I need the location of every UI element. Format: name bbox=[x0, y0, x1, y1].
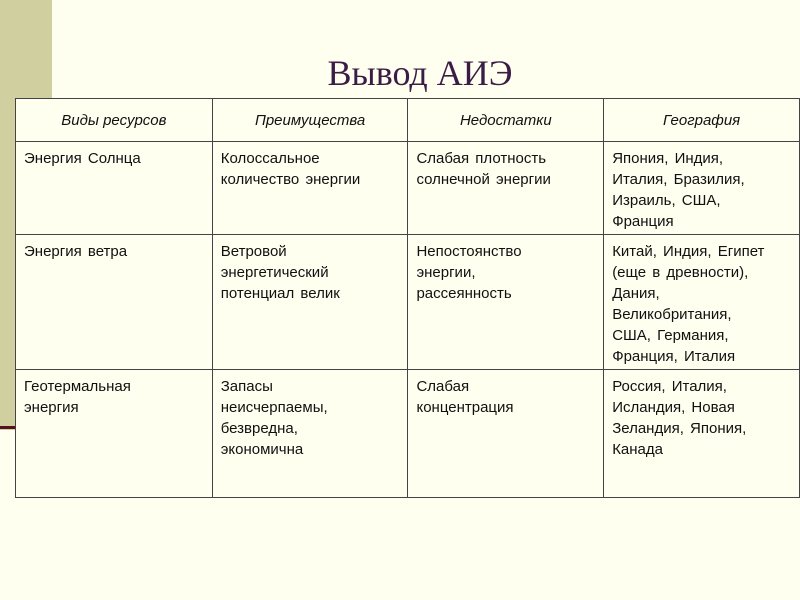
table-cell bbox=[604, 142, 800, 235]
table-cell bbox=[604, 235, 800, 370]
column-header: География bbox=[604, 99, 800, 142]
cell-text: Колоссальное количество энергии bbox=[220, 150, 361, 188]
column-header: Виды ресурсов bbox=[16, 99, 213, 142]
cell-text: Ветровой энергетический потенциал велик bbox=[220, 243, 340, 302]
column-header: Недостатки bbox=[408, 99, 604, 142]
cell-text: Энергия Солнца bbox=[24, 150, 141, 167]
cell-text: Слабая плотность солнечной энергии bbox=[416, 150, 551, 188]
table-header-row bbox=[16, 99, 800, 142]
cell-text: Непостоянство энергии, рассеянность bbox=[416, 243, 522, 302]
slide-title: Вывод АИЭ bbox=[327, 53, 513, 93]
cell-text: Геотермальная энергия bbox=[24, 378, 131, 416]
summary-table bbox=[15, 98, 800, 498]
table-row bbox=[16, 235, 800, 370]
table-cell bbox=[212, 235, 408, 370]
table-cell bbox=[16, 235, 213, 370]
column-header: Преимущества bbox=[212, 99, 408, 142]
table-cell bbox=[212, 370, 408, 498]
table-cell bbox=[212, 142, 408, 235]
table-cell bbox=[408, 370, 604, 498]
cell-text: Слабая концентрация bbox=[416, 378, 514, 416]
table-row bbox=[16, 142, 800, 235]
table-cell bbox=[604, 370, 800, 498]
table-cell bbox=[408, 235, 604, 370]
table-cell bbox=[16, 142, 213, 235]
cell-text: Россия, Италия, Исландия, Новая Зеландия, Япония, Канада bbox=[612, 378, 747, 458]
cell-text: Япония, Индия, Италия, Бразилия, Израиль, США, Франция bbox=[612, 150, 745, 230]
table-cell bbox=[16, 370, 213, 498]
cell-text: Энергия ветра bbox=[24, 243, 128, 260]
cell-text: Китай, Индия, Египет (еще в древности), Дания, Великобритания, США, Германия, Франция, Италия bbox=[612, 243, 765, 365]
table-row bbox=[16, 370, 800, 498]
table-cell bbox=[408, 142, 604, 235]
cell-text: Запасы неисчерпаемы, безвредна, экономична bbox=[220, 378, 328, 458]
